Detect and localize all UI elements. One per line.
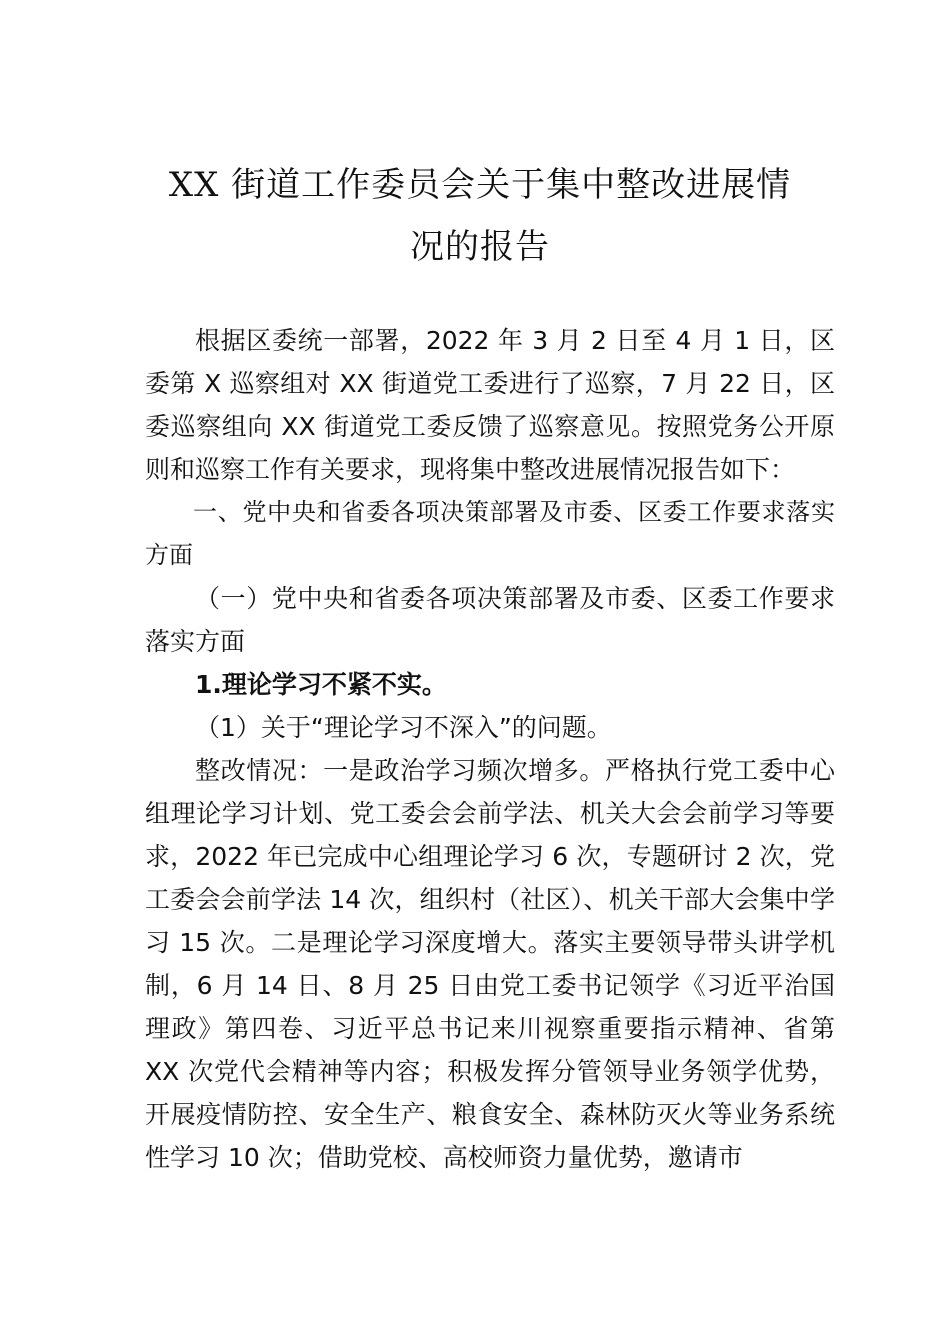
document-body xyxy=(145,319,835,1179)
issue-heading-1: （1）关于“理论学习不深入”的问题。 xyxy=(195,713,612,742)
title-line-1: XX 街道工作委员会关于集中整改进展情 xyxy=(168,165,792,205)
paragraph-rectification: 整改情况：一是政治学习频次增多。严格执行党工委中心组理论学习计划、党工委会会前学法、机关大会会前学习等要求，2022 年已完成中心组理论学习 6 次，专题研讨 2 次，党工委会会前学法 14 次，组织村（社区）、机关干部大会集中学习 15 次。二是理论学习深度增大。落实主要领导带头讲学机制，6 月 14 日、8 月 25 日由党工委书记领学《习近平治国理政》第四卷、习近平总书记来川视察重要指示精神、省第 XX 次党代会精神等内容；积极发挥分管领导业务领学优势，开展疫情防控、安全生产、粮食安全、森林防灭火等业务系统性学习 10 次；借助党校、高校师资力量优势，邀请市 xyxy=(145,756,835,1172)
document-title xyxy=(100,154,860,278)
section-heading-1: 一、党中央和省委各项决策部署及市委、区委工作要求落实方面 xyxy=(145,498,835,569)
paragraph-intro: 根据区委统一部署，2022 年 3 月 2 日至 4 月 1 日，区委第 X 巡察组对 XX 街道党工委进行了巡察，7 月 22 日，区委巡察组向 XX 街道党工委反馈了巡察意见。按照党务公开原则和巡察工作有关要求，现将集中整改进展情况报告如下： xyxy=(145,326,835,484)
subsection-heading-1: （一）党中央和省委各项决策部署及市委、区委工作要求落实方面 xyxy=(145,584,835,656)
title-line-2: 况的报告 xyxy=(410,227,550,267)
item-heading-1: 1.理论学习不紧不实。 xyxy=(195,670,447,699)
